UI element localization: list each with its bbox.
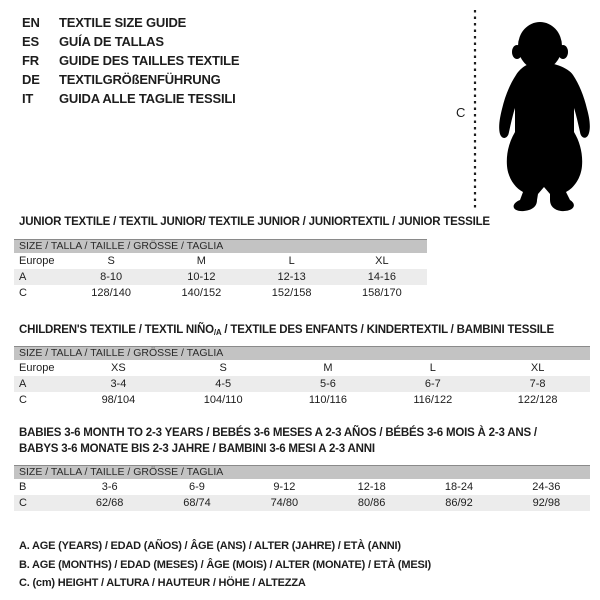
- cell: 12-13: [277, 271, 306, 283]
- footnotes: [19, 537, 431, 593]
- cell: 110/116: [308, 394, 348, 406]
- cell: 128/140: [91, 287, 131, 299]
- row-label: C: [19, 287, 27, 299]
- junior-col-l: L: [288, 255, 295, 267]
- footnote-a: A. AGE (YEARS) / EDAD (AÑOS) / ÂGE (ANS) / ALTER (JAHRE) / ETÀ (ANNI): [19, 540, 401, 552]
- lang-row-fr: [22, 51, 239, 70]
- children-heading-post: / TEXTILE DES ENFANTS / KINDERTEXTIL / BAMBINI TESSILE: [221, 324, 554, 336]
- junior-size-header-bar: SIZE / TALLA / TAILLE / GRÖSSE / TAGLIA: [14, 239, 427, 253]
- height-measure-label: C: [456, 105, 466, 120]
- cell: 80/86: [357, 497, 386, 509]
- cell: 122/128: [517, 394, 558, 406]
- baby-body: [499, 62, 590, 211]
- cell: 62/68: [95, 497, 124, 509]
- babies-row-c: [14, 495, 590, 511]
- cell: 68/74: [183, 497, 211, 509]
- babies-size-table: [14, 465, 590, 511]
- junior-col-s: S: [107, 255, 115, 267]
- cell: 158/170: [361, 287, 402, 299]
- lang-code: ES: [22, 34, 39, 49]
- lang-row-it: [22, 89, 239, 108]
- lang-title: TEXTILE SIZE GUIDE: [59, 15, 187, 30]
- cell: 116/122: [413, 394, 453, 406]
- row-label: C: [19, 497, 27, 509]
- language-list: [22, 13, 239, 108]
- baby-silhouette-figure: [450, 6, 598, 214]
- cell: 152/158: [271, 287, 312, 299]
- junior-row-a: [14, 269, 427, 285]
- babies-section-heading-line1: BABIES 3-6 MONTH TO 2-3 YEARS / BEBÉS 3-6 MESES A 2-3 AÑOS / BÉBÉS 3-6 MOIS À 2-3 ANS /: [19, 427, 537, 439]
- children-col-region: Europe: [19, 362, 55, 374]
- cell: 6-7: [424, 378, 441, 390]
- cell: 12-18: [357, 481, 386, 493]
- cell: 10-12: [187, 271, 216, 283]
- children-row-c: [14, 392, 590, 408]
- children-size-header-bar: SIZE / TALLA / TAILLE / GRÖSSE / TAGLIA: [14, 346, 590, 360]
- junior-col-xl: XL: [375, 255, 389, 267]
- children-col-m: M: [323, 362, 333, 374]
- lang-code: FR: [22, 53, 39, 68]
- children-col-l: L: [429, 362, 436, 374]
- row-label: A: [19, 271, 27, 283]
- children-columns-row: [14, 360, 590, 376]
- baby-ear-right: [558, 45, 568, 59]
- children-section-heading: [19, 323, 554, 340]
- lang-row-en: [22, 13, 239, 32]
- cell: 104/110: [203, 394, 243, 406]
- footnote-c: C. (cm) HEIGHT / ALTURA / HAUTEUR / HÖHE / ALTEZZA: [19, 577, 306, 589]
- lang-code: IT: [22, 91, 34, 106]
- footnote-b: B. AGE (MONTHS) / EDAD (MESES) / ÂGE (MOIS) / ALTER (MONATE) / ETÀ (MESI): [19, 558, 431, 571]
- lang-title: TEXTILGRÖßENFÜHRUNG: [59, 72, 221, 87]
- row-label: C: [19, 394, 27, 406]
- cell: 5-6: [320, 378, 336, 390]
- lang-title: GUÍA DE TALLAS: [59, 34, 164, 49]
- row-label: B: [19, 481, 27, 493]
- children-col-s: S: [219, 362, 227, 374]
- junior-row-c: [14, 285, 427, 301]
- lang-title: GUIDA ALLE TAGLIE TESSILI: [59, 91, 236, 106]
- junior-section-heading: JUNIOR TEXTILE / TEXTIL JUNIOR/ TEXTILE JUNIOR / JUNIORTEXTIL / JUNIOR TESSILE: [19, 216, 490, 228]
- children-heading-pre: CHILDREN'S TEXTILE / TEXTIL NIÑO: [19, 324, 214, 336]
- cell: 98/104: [101, 394, 136, 406]
- cell: 92/98: [532, 497, 561, 509]
- babies-row-b: [14, 479, 590, 495]
- cell: 140/152: [181, 287, 222, 299]
- children-col-xl: XL: [530, 362, 545, 374]
- children-heading-subscript: /A: [213, 328, 222, 337]
- junior-col-region: Europe: [19, 255, 55, 267]
- cell: 18-24: [444, 481, 474, 493]
- children-size-table: [14, 346, 590, 408]
- cell: 9-12: [273, 481, 296, 493]
- cell: 86/92: [445, 497, 473, 509]
- junior-col-m: M: [196, 255, 206, 267]
- children-col-xs: XS: [111, 362, 126, 374]
- cell: 24-36: [532, 481, 561, 493]
- cell: 74/80: [270, 497, 299, 509]
- cell: 14-16: [367, 271, 396, 283]
- junior-size-table: [14, 239, 427, 301]
- children-row-a: [14, 376, 590, 392]
- babies-size-header-bar: SIZE / TALLA / TAILLE / GRÖSSE / TAGLIA: [14, 465, 590, 479]
- lang-code: EN: [22, 15, 40, 30]
- cell: 3-6: [101, 481, 118, 493]
- cell: 4-5: [215, 378, 232, 390]
- cell: 8-10: [100, 271, 123, 283]
- row-label: A: [19, 378, 27, 390]
- babies-section-heading-line2: BABYS 3-6 MONATE BIS 2-3 JAHRE / BAMBINI 3-6 MESI A 2-3 ANNI: [19, 443, 375, 455]
- baby-ear-left: [512, 45, 522, 59]
- lang-title: GUIDE DES TAILLES TEXTILE: [59, 53, 240, 68]
- cell: 3-4: [110, 378, 127, 390]
- lang-row-es: [22, 32, 239, 51]
- cell: 6-9: [189, 481, 205, 493]
- junior-columns-row: [14, 253, 427, 269]
- lang-row-de: [22, 70, 239, 89]
- lang-code: DE: [22, 72, 40, 87]
- cell: 7-8: [529, 378, 546, 390]
